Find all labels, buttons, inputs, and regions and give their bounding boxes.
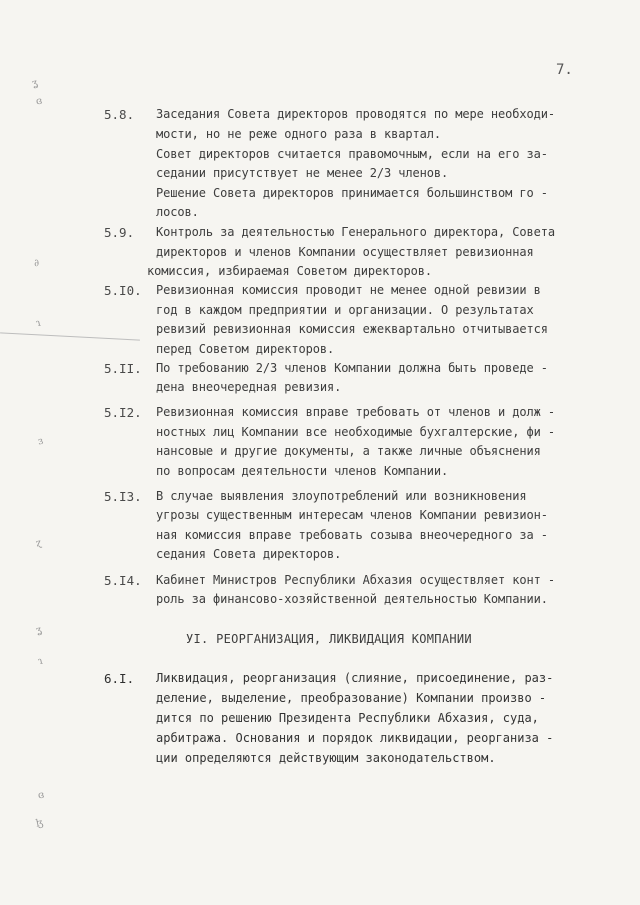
section-number: 5.I3. <box>104 489 142 504</box>
text-line: По требованию 2/3 членов Компании должна быть проведе - <box>156 361 548 375</box>
margin-scribble-mark: ɞ <box>36 789 46 802</box>
margin-scribble-mark: ʓ <box>30 77 39 90</box>
text-line: Ликвидация, реорганизация (слияние, присоединение, раз- <box>156 671 554 685</box>
text-line: комиссия, избираемая Советом директоров. <box>147 264 432 278</box>
section-number: 5.I0. <box>104 283 142 298</box>
text-line: мости, но не реже одного раза в квартал. <box>156 127 441 141</box>
text-line: роль за финансово-хозяйственной деятельностью Компании. <box>156 592 548 606</box>
text-line: лосов. <box>156 205 199 219</box>
text-line: дена внеочередная ревизия. <box>156 380 342 394</box>
section-number: 5.I4. <box>104 573 142 588</box>
text-line: Совет директоров считается правомочным, если на его за- <box>156 147 548 161</box>
text-line: Кабинет Министров Республики Абхазия осуществляет конт - <box>156 573 555 587</box>
text-line: седания Совета директоров. <box>156 547 342 561</box>
text-line: год в каждом предприятии и организации. О результатах <box>156 303 534 317</box>
text-line: угрозы существенным интересам членов Компании ревизион- <box>156 508 548 522</box>
section-number: 5.II. <box>104 361 142 376</box>
text-line: ная комиссия вправе требовать созыва внеочередного за - <box>156 528 548 542</box>
text-line: директоров и членов Компании осуществляет ревизионная <box>156 245 534 259</box>
text-line: Ревизионная комиссия проводит не менее одной ревизии в <box>156 283 541 297</box>
text-line: ции определяются действующим законодательством. <box>156 751 496 765</box>
text-line: ностных лиц Компании все необходимые бухгалтерские, фи - <box>156 425 555 439</box>
text-line: арбитража. Основания и порядок ликвидации, реорганиза - <box>156 731 554 745</box>
margin-scribble-mark: ɮ <box>34 817 45 830</box>
text-line: нансовые и другие документы, а также личные объяснения <box>156 444 541 458</box>
margin-scribble-mark: ʓ <box>34 624 43 637</box>
text-line: Ревизионная комиссия вправе требовать от членов и долж - <box>156 405 555 419</box>
margin-scribble-mark: ɿ <box>36 655 44 668</box>
section-number: 5.9. <box>104 225 135 240</box>
section-number: 5.8. <box>104 107 135 122</box>
margin-scribble-mark: ɞ <box>34 95 44 108</box>
section-number: 5.I2. <box>104 405 142 420</box>
text-line: Решение Совета директоров принимается большинством го - <box>156 186 548 200</box>
margin-scribble-mark: ∂ <box>32 257 41 270</box>
text-line: деление, выделение, преобразование) Компании произво - <box>156 691 547 705</box>
margin-scribble-mark: ɀ <box>34 537 43 550</box>
section-number: 6.I. <box>104 671 135 686</box>
page-number: 7. <box>556 62 573 78</box>
text-line: Заседания Совета директоров проводятся по мере необходи- <box>156 107 555 121</box>
text-line: В случае выявления злоупотреблений или возникновения <box>156 489 527 503</box>
chapter-heading: УI. РЕОРГАНИЗАЦИЯ, ЛИКВИДАЦИЯ КОМПАНИИ <box>186 632 472 646</box>
text-line: седании присутствует не менее 2/3 членов. <box>156 166 449 180</box>
scan-fold-line <box>0 332 140 340</box>
text-line: ревизий ревизионная комиссия ежеквартально отчитывается <box>156 322 548 336</box>
text-line: по вопросам деятельности членов Компании. <box>156 464 449 478</box>
text-line: перед Советом директоров. <box>156 342 335 356</box>
text-line: дится по решению Президента Республики Абхазия, суда, <box>156 711 539 725</box>
text-line: Контроль за деятельностью Генерального директора, Совета <box>156 225 555 239</box>
margin-scribble-mark: ɜ <box>36 435 45 448</box>
margin-scribble-mark: ɿ <box>34 317 42 330</box>
